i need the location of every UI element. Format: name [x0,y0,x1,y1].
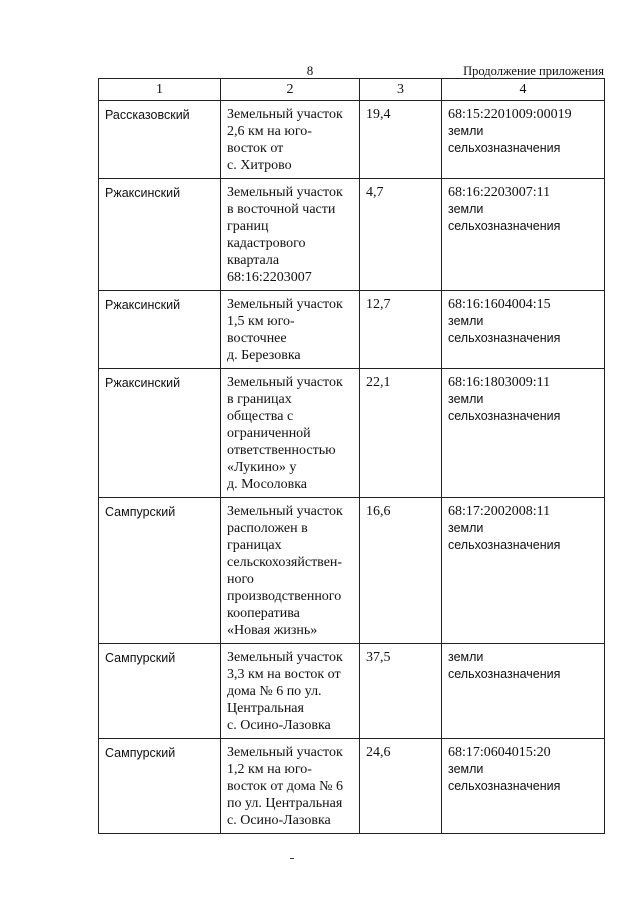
description-line: по ул. Центральная [227,796,343,811]
description-cell [221,101,360,179]
table-row [99,498,605,644]
description-line: восток от дома № 6 [227,779,343,794]
land-category: земли сельхозназначения [448,650,561,681]
table-row [99,644,605,739]
description-line: сельскохозяйствен- [227,555,343,570]
area-cell: 22,1 [360,369,442,498]
district-cell: Ржаксинский [99,291,221,369]
description-line: в восточной части [227,202,336,217]
area-cell: 19,4 [360,101,442,179]
cadastral-number: 68:16:1803009:11 [448,375,551,390]
description-line: кооператива [227,606,300,621]
description-line: д. Мосоловка [227,477,308,492]
description-line: 68:16:2203007 [227,270,312,285]
description-cell [221,739,360,834]
description-line: в границах [227,392,292,407]
cadastral-cell [442,291,605,369]
description-line: 1,2 км на юго- [227,762,312,777]
cadastral-number: 68:16:1604004:15 [448,297,551,312]
description-line: Земельный участок [227,504,343,519]
district-cell: Ржаксинский [99,179,221,291]
description-cell [221,644,360,739]
table-row [99,369,605,498]
area-cell: 37,5 [360,644,442,739]
description-line: Центральная [227,701,304,716]
description-line: границах [227,538,282,553]
description-line: квартала [227,253,280,268]
description-cell [221,498,360,644]
cadastral-cell [442,498,605,644]
district-cell: Сампурский [99,739,221,834]
cadastral-number: 68:17:0604015:20 [448,745,551,760]
column-header-4: 4 [442,79,605,101]
land-category: земли сельхозназначения [448,202,561,233]
description-line: ного [227,572,254,587]
area-cell: 4,7 [360,179,442,291]
column-header-1: 1 [99,79,221,101]
table-row [99,291,605,369]
land-category: земли сельхозназначения [448,314,561,345]
description-line: Земельный участок [227,745,343,760]
land-category: земли сельхозназначения [448,521,561,552]
description-line: производственного [227,589,342,604]
land-plots-table [98,78,605,834]
district-cell: Рассказовский [99,101,221,179]
description-line: Земельный участок [227,185,343,200]
description-line: расположен в [227,521,308,536]
cadastral-cell [442,644,605,739]
land-category: земли сельхозназначения [448,762,561,793]
description-line: Земельный участок [227,375,343,390]
land-category: земли сельхозназначения [448,392,561,423]
description-cell [221,179,360,291]
area-cell: 16,6 [360,498,442,644]
description-cell [221,291,360,369]
column-header-2: 2 [221,79,360,101]
cadastral-cell [442,739,605,834]
description-line: ответственностью [227,443,336,458]
cadastral-cell [442,369,605,498]
description-line: восток от [227,141,284,156]
district-cell: Сампурский [99,498,221,644]
description-line: восточнее [227,331,287,346]
description-line: Земельный участок [227,297,343,312]
table-row [99,179,605,291]
continuation-label: Продолжение приложения [463,64,604,78]
land-category: земли сельхозназначения [448,124,561,155]
cadastral-cell [442,179,605,291]
table-row [99,739,605,834]
cadastral-number: 68:15:2201009:00019 [448,107,572,122]
table-body [99,101,605,834]
district-cell: Сампурский [99,644,221,739]
column-header-3: 3 [360,79,442,101]
description-line: «Новая жизнь» [227,623,318,638]
description-line: Земельный участок [227,650,343,665]
description-line: с. Хитрово [227,158,292,173]
description-line: кадастрового [227,236,306,251]
description-line: общества с [227,409,294,424]
description-line: с. Осино-Лазовка [227,718,331,733]
description-line: ограниченной [227,426,311,441]
description-line: 2,6 км на юго- [227,124,312,139]
table-row [99,101,605,179]
area-cell: 12,7 [360,291,442,369]
district-cell: Ржаксинский [99,369,221,498]
description-line: границ [227,219,269,234]
cadastral-number: 68:16:2203007:11 [448,185,551,200]
description-line: Земельный участок [227,107,343,122]
footer-mark [290,858,294,859]
description-cell [221,369,360,498]
description-line: 1,5 км юго- [227,314,295,329]
area-cell: 24,6 [360,739,442,834]
cadastral-cell [442,101,605,179]
page-number: 8 [306,63,314,78]
description-line: с. Осино-Лазовка [227,813,331,828]
table-header-row [99,79,605,101]
description-line: «Лукино» у [227,460,297,475]
description-line: дома № 6 по ул. [227,684,322,699]
cadastral-number: 68:17:2002008:11 [448,504,551,519]
description-line: 3,3 км на восток от [227,667,341,682]
description-line: д. Березовка [227,348,301,363]
